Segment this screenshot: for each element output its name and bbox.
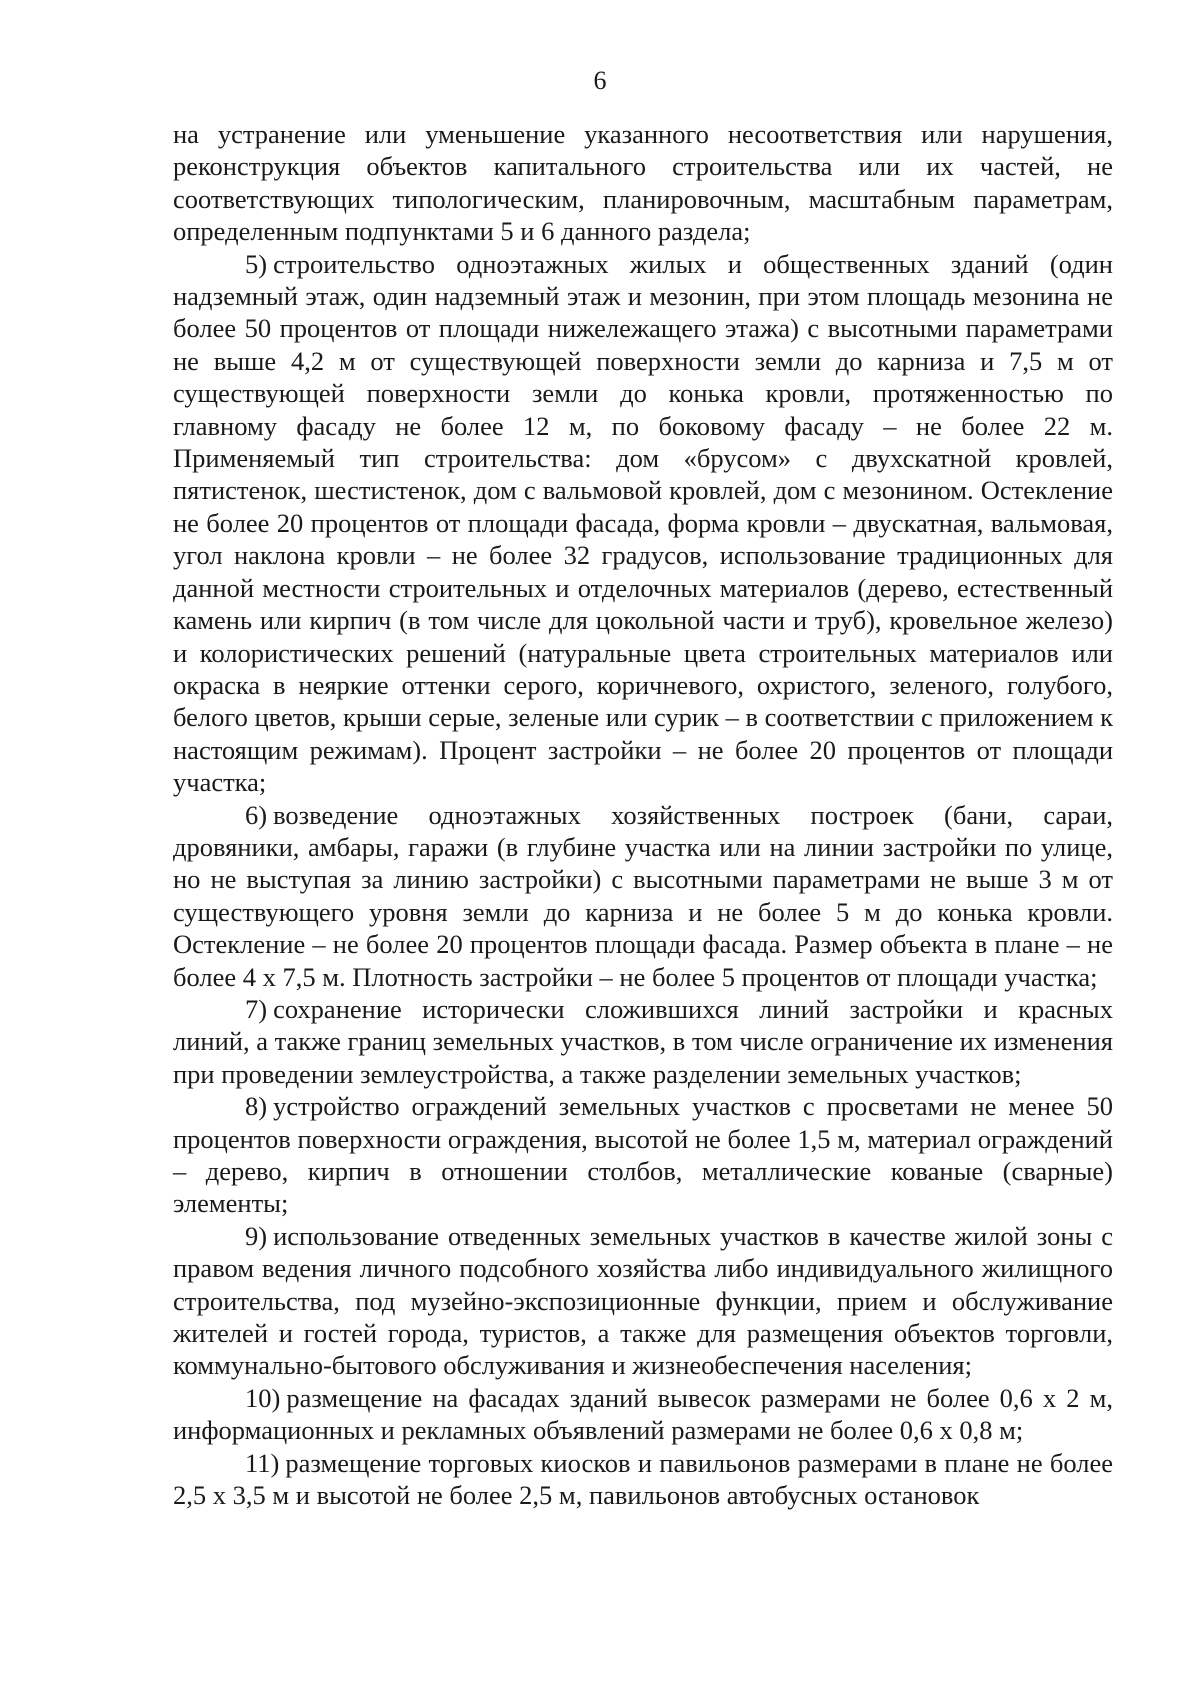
list-item-text: возведение одноэтажных хозяйственных построек (бани, сараи, дровяники, амбары, гаражи (в глубине участка или на линии застройки по улице, но не выступая за линию застройки) с высотными параметрами не выше 3 м от существующего уровня земли до карниза и не более 5 м до конька кровли. Остекление – не более 20 процентов площади фасада. Размер объекта в плане – не более 4 х 7,5 м. Плотность застройки – не более 5 процентов от площади участка;	[173, 799, 1113, 992]
list-item-text: размещение торговых киосков и павильонов размерами в плане не более 2,5 х 3,5 м и высотой не более 2,5 м, павильонов автобусных остановок	[173, 1447, 1113, 1511]
list-item-11	[173, 1447, 1113, 1512]
list-item-number: 10)	[245, 1382, 281, 1413]
document-body	[173, 118, 1113, 1511]
list-item-text: сохранение исторически сложившихся линий застройки и красных линий, а также границ земельных участков, в том числе ограничение их изменения при проведении землеустройства, а также разделении земельных участков;	[173, 993, 1113, 1089]
list-item-number: 8)	[245, 1091, 268, 1122]
list-item-7	[173, 993, 1113, 1090]
list-item-5	[173, 248, 1113, 799]
list-item-10	[173, 1382, 1113, 1447]
list-item-text: устройство ограждений земельных участков с просветами не менее 50 процентов поверхности ограждения, высотой не более 1,5 м, материал ограждений – дерево, кирпич в отношении столбов, металлические кованые (сварные) элементы;	[173, 1091, 1113, 1219]
paragraph-text: на устранение или уменьшение указанного несоответствия или нарушения, реконструкция объектов капитального строительства или их частей, не соответствующих типологическим, планировочным, масштабным параметрам, определенным подпунктами 5 и 6 данного раздела;	[173, 119, 1113, 247]
list-item-text: размещение на фасадах зданий вывесок размерами не более 0,6 х 2 м, информационных и рекламных объявлений размерами не более 0,6 х 0,8 м;	[173, 1382, 1113, 1446]
page-number: 6	[593, 66, 607, 95]
list-item-9	[173, 1220, 1113, 1382]
list-item-number: 9)	[245, 1220, 268, 1251]
paragraph-continuation	[173, 118, 1113, 248]
list-item-number: 7)	[245, 993, 268, 1024]
list-item-number: 11)	[245, 1447, 280, 1478]
list-item-number: 6)	[245, 799, 268, 830]
list-item-6	[173, 799, 1113, 993]
list-item-text: строительство одноэтажных жилых и общественных зданий (один надземный этаж, один надземный этаж и мезонин, при этом площадь мезонина не более 50 процентов от площади нижележащего этажа) с высотными параметрами не выше 4,2 м от существующей поверхности земли до карниза и 7,5 м от существующей поверхности земли до конька кровли, протяженностью по главному фасаду не более 12 м, по боковому фасаду – не более 22 м. Применяемый тип строительства: дом «брусом» с двухскатной кровлей, пятистенок, шестистенок, дом с вальмовой кровлей, дом с мезонином. Остекление не более 20 процентов от площади фасада, форма кровли – двускатная, вальмовая, угол наклона кровли – не более 32 градусов, использование традиционных для данной местности строительных и отделочных материалов (дерево, естественный камень или кирпич (в том числе для цокольной части и труб), кровельное железо) и колористических решений (натуральные цвета строительных материалов или окраска в неяркие оттенки серого, коричневого, охристого, зеленого, голубого, белого цветов, крыши серые, зеленые или сурик – в соответствии с приложением к настоящим режимам). Процент застройки – не более 20 процентов от площади участка;	[173, 248, 1113, 798]
list-item-number: 5)	[245, 248, 268, 279]
list-item-text: использование отведенных земельных участков в качестве жилой зоны с правом ведения личного подсобного хозяйства либо индивидуального жилищного строительства, под музейно-экспозиционные функции, прием и обслуживание жителей и гостей города, туристов, а также для размещения объектов торговли, коммунально-бытового обслуживания и жизнеобеспечения населения;	[173, 1220, 1113, 1381]
list-item-8	[173, 1090, 1113, 1220]
